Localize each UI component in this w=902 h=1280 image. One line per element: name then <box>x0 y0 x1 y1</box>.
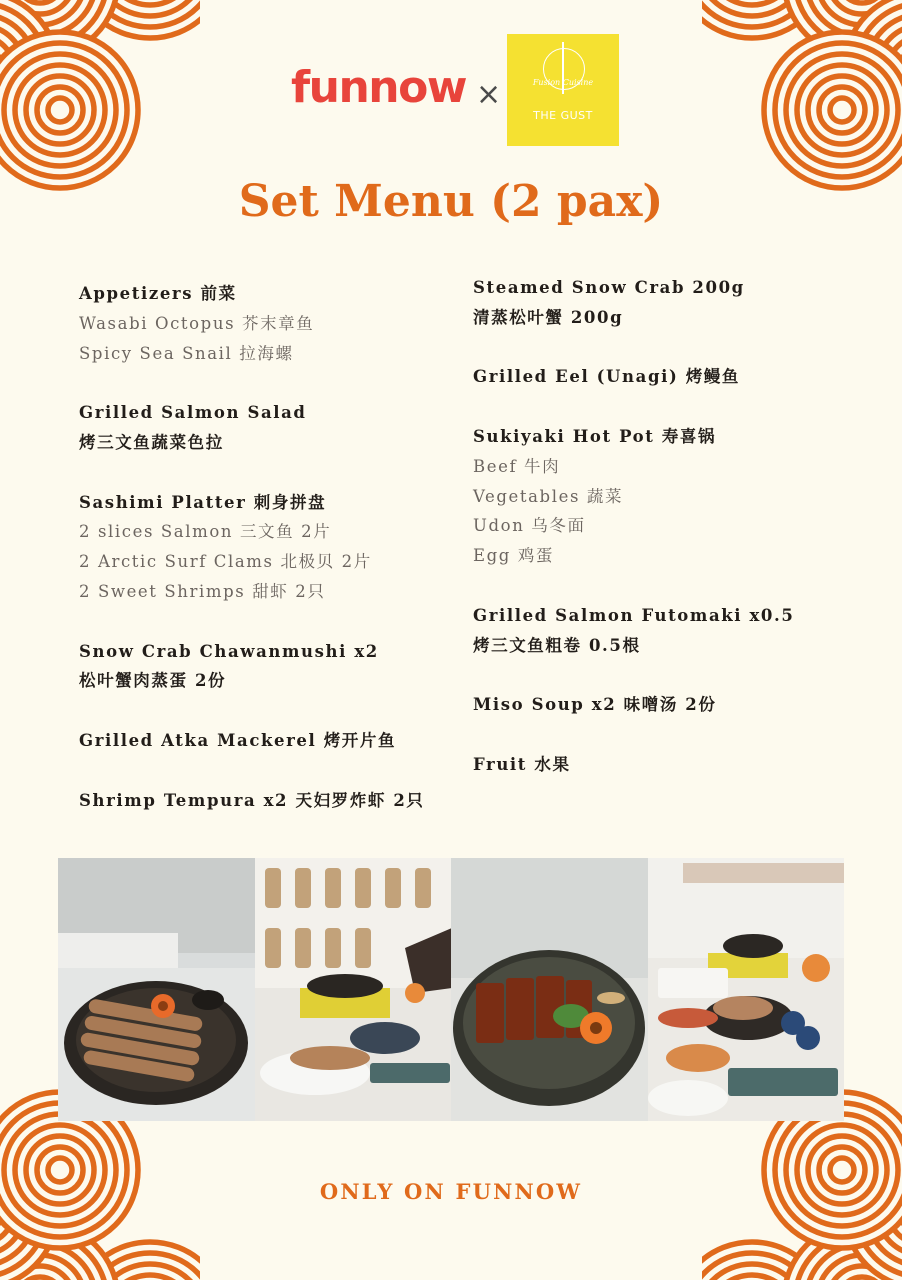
menu-item-detail: Wasabi Octopus 芥末章鱼 <box>79 313 315 333</box>
photo-sukiyaki-table <box>255 858 452 1121</box>
menu-item-heading: Grilled Salmon Futomaki x0.5 <box>473 605 795 625</box>
menu-spacer <box>79 696 459 726</box>
menu-spacer <box>473 392 873 422</box>
gust-logo-script: Fusion Cuisine <box>532 78 594 87</box>
photo-grilled-eel <box>451 858 648 1121</box>
wave-pattern-icon <box>702 0 902 200</box>
collab-separator: × <box>476 77 502 112</box>
menu-item-heading: Grilled Salmon Salad <box>79 403 307 423</box>
menu-item-heading: 松叶蟹肉蒸蛋 2份 <box>79 671 227 691</box>
menu-spacer <box>473 333 873 363</box>
menu-item-heading: Sashimi Platter 刺身拼盘 <box>79 492 327 512</box>
menu-item-heading: Miso Soup x2 味噌汤 2份 <box>473 695 717 715</box>
wave-pattern-icon <box>0 0 200 200</box>
menu-spacer <box>79 368 459 398</box>
menu-item-heading: Appetizers 前菜 <box>79 284 237 303</box>
corner-wave-pattern-top-left <box>0 0 200 200</box>
menu-item-heading: Grilled Atka Mackerel 烤开片鱼 <box>79 730 397 750</box>
photo-crab-platter <box>58 858 255 1121</box>
menu-item-detail: Beef 牛肉 <box>473 456 561 476</box>
menu-item-heading: Snow Crab Chawanmushi x2 <box>79 641 379 661</box>
menu-item-heading: Fruit 水果 <box>473 754 571 774</box>
menu-item-heading: 烤三文鱼粗卷 0.5根 <box>473 635 641 655</box>
menu-spacer <box>79 607 459 637</box>
menu-spacer <box>79 756 459 786</box>
menu-item-detail: 2 slices Salmon 三文鱼 2片 <box>79 522 332 542</box>
menu-item-detail: Egg 鸡蛋 <box>473 546 555 566</box>
menu-title: Set Menu (2 pax) <box>238 176 664 227</box>
menu-spacer <box>473 720 873 750</box>
corner-wave-pattern-top-right <box>702 0 902 200</box>
menu-item-detail: 2 Arctic Surf Clams 北极贝 2片 <box>79 552 372 572</box>
menu-column-right <box>473 273 873 780</box>
menu-item-heading: Grilled Eel (Unagi) 烤鳗鱼 <box>473 367 740 387</box>
menu-item-detail: 2 Sweet Shrimps 甜虾 2只 <box>79 581 326 601</box>
menu-spacer <box>473 571 873 601</box>
menu-item-detail: Udon 乌冬面 <box>473 516 586 536</box>
menu-item-heading: Steamed Snow Crab 200g <box>473 278 745 297</box>
menu-spacer <box>79 458 459 488</box>
gust-logo-name: THE GUST <box>533 109 593 122</box>
menu-item-heading: 烤三文鱼蔬菜色拉 <box>79 432 224 452</box>
the-gust-logo <box>507 34 619 146</box>
funnow-logo: funnow <box>291 62 466 113</box>
menu-item-heading: 清蒸松叶蟹 200g <box>473 307 624 327</box>
menu-spacer <box>473 660 873 690</box>
menu-item-heading: Sukiyaki Hot Pot 寿喜锅 <box>473 426 717 446</box>
footer-tagline: ONLY ON FUNNOW <box>319 1179 583 1204</box>
photo-set-spread <box>648 858 845 1121</box>
menu-item-heading: Shrimp Tempura x2 天妇罗炸虾 2只 <box>79 790 425 810</box>
photo-strip <box>58 858 844 1121</box>
menu-item-detail: Spicy Sea Snail 拉海螺 <box>79 343 294 363</box>
menu-column-left <box>79 279 459 815</box>
menu-item-detail: Vegetables 蔬菜 <box>473 486 624 506</box>
